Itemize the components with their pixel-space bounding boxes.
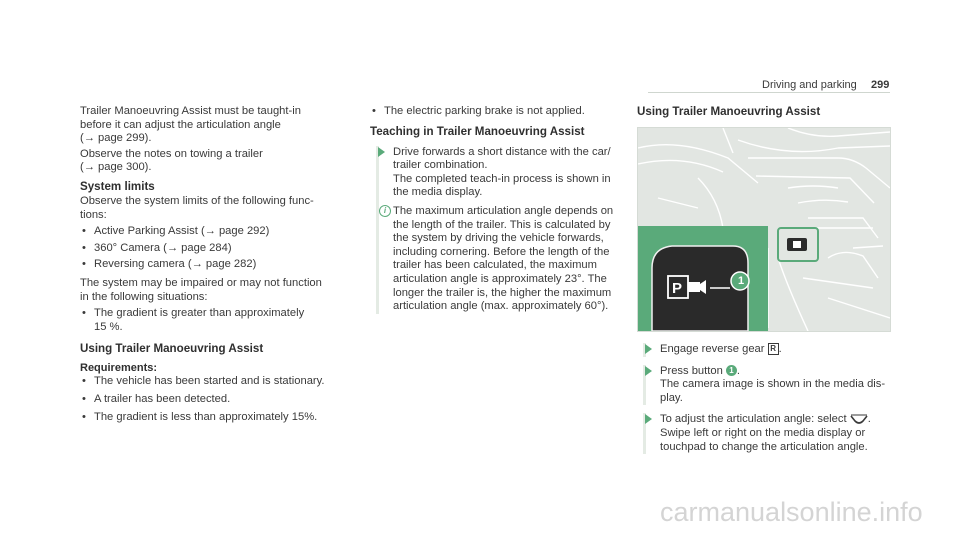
press-text: Press button [660, 364, 726, 377]
step-arrow-icon [645, 414, 652, 424]
info-line: the length of the trailer. This is calculated by [393, 218, 611, 231]
intro-line-1: Trailer Manoeuvring Assist must be taught-in [80, 105, 301, 117]
limit-item: • Active Parking Assist (→ page 292) [80, 225, 350, 239]
engage-end: . [778, 343, 782, 355]
articulation-angle-icon [850, 414, 868, 425]
info-note [383, 204, 630, 314]
adjust-text: To adjust the articulation angle: select [660, 413, 850, 426]
info-line: including cornering. Before the length of the [393, 245, 610, 258]
press-end: . [736, 364, 741, 377]
system-limits-heading: System limits [80, 179, 155, 193]
info-line: The maximum articulation angle depends on [393, 204, 614, 217]
teach-step-line: The completed teach-in process is shown in [393, 172, 611, 185]
column-right-steps [637, 343, 897, 454]
adjust-end: . [867, 413, 871, 426]
info-line: trailer has been calculated, the maximum [393, 259, 597, 272]
info-line: the system by driving the vehicle forwards, [393, 232, 604, 245]
engage-step [643, 343, 897, 357]
teach-step [376, 146, 630, 314]
teach-in-heading: Teaching in Trailer Manoeuvring Assist [370, 124, 585, 138]
header-rule [648, 92, 890, 93]
limits-text-2: tions: [80, 208, 107, 221]
teach-step-line: trailer combination. [393, 159, 488, 172]
impaired-item-line-2: 15 %. [94, 320, 123, 333]
impaired-line-2: in the following situations: [80, 290, 208, 303]
info-line: articulation angle (max. approximately 60°). [393, 300, 609, 313]
intro-line-2: before it can adjust the articulation angle [80, 118, 281, 131]
page-number: 299 [871, 79, 890, 91]
engage-line [660, 343, 897, 357]
info-icon: i [379, 205, 391, 217]
requirement-item: • The gradient is less than approximately 15%. [80, 411, 350, 425]
svg-text:P: P [672, 280, 683, 297]
adjust-detail-line: touchpad to change the articulation angle. [660, 440, 868, 453]
press-step [643, 365, 897, 406]
section-title: Driving and parking [762, 79, 857, 91]
adjust-step [643, 413, 897, 454]
teach-step-line: Drive forwards a short distance with the car/ [393, 145, 611, 158]
intro-line-3: (→ page 299). [80, 132, 152, 145]
brake-item: • The electric parking brake is not applied. [370, 105, 630, 119]
limit-item: • 360° Camera (→ page 284) [80, 242, 350, 256]
limits-text-1: Observe the system limits of the following func- [80, 194, 314, 207]
press-detail-line: play. [660, 391, 683, 404]
press-detail-line: The camera image is shown in the media dis- [660, 378, 886, 391]
console-illustration [638, 128, 890, 331]
step-arrow-icon [645, 344, 652, 354]
adjust-detail-line: Swipe left or right on the media display or [660, 426, 866, 439]
info-line: longer the trailer is, the higher the maximum [393, 286, 612, 299]
using-heading-right: Using Trailer Manoeuvring Assist [637, 105, 821, 118]
button-callout-icon: 1 [726, 365, 737, 376]
observe-line-2: (→ page 300). [80, 161, 152, 174]
impaired-item-line-1: • The gradient is greater than approximately [94, 307, 305, 320]
center-console-figure [637, 127, 891, 332]
figure-callout-1: 1 [737, 275, 745, 287]
impaired-item [80, 307, 350, 334]
impaired-line-1: The system may be impaired or may not function [80, 276, 322, 289]
using-heading-left: Using Trailer Manoeuvring Assist [80, 342, 264, 356]
engage-text: Engage reverse gear [660, 343, 768, 355]
step-arrow-icon [378, 147, 385, 157]
teach-step-line: the media display. [393, 186, 483, 199]
info-line: articulation angle is approximately 23°. The [393, 272, 607, 285]
step-arrow-icon [645, 366, 652, 376]
requirement-item: • A trailer has been detected. [80, 393, 350, 407]
press-line [660, 365, 897, 379]
column-middle [370, 105, 630, 314]
reverse-gear-icon: R [768, 343, 779, 355]
column-left [80, 105, 350, 424]
watermark: carmanualsonline.info [660, 497, 923, 527]
limit-item: • Reversing camera (→ page 282) [80, 258, 350, 272]
observe-line-1: Observe the notes on towing a trailer [80, 147, 263, 160]
requirement-item: • The vehicle has been started and is stationary. [80, 375, 350, 389]
requirements-heading: Requirements: [80, 362, 158, 375]
adjust-line [660, 413, 897, 427]
